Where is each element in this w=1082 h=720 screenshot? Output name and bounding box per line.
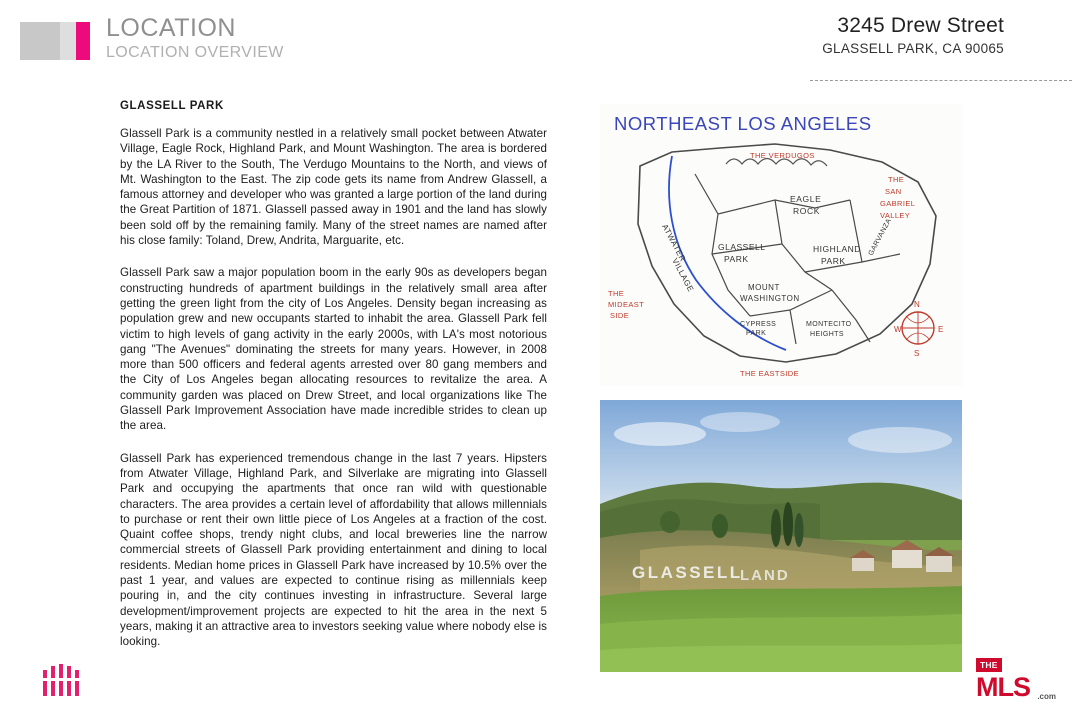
page-subtitle: LOCATION OVERVIEW bbox=[106, 44, 284, 61]
svg-text:SAN: SAN bbox=[885, 187, 902, 196]
svg-text:MONTECITO: MONTECITO bbox=[806, 321, 852, 328]
svg-text:PARK: PARK bbox=[746, 330, 767, 337]
swatch-gray bbox=[20, 22, 60, 60]
svg-text:N: N bbox=[914, 300, 920, 309]
svg-text:THE: THE bbox=[608, 289, 625, 298]
svg-text:MOUNT: MOUNT bbox=[748, 283, 780, 292]
svg-text:CYPRESS: CYPRESS bbox=[740, 321, 777, 328]
header-color-swatches bbox=[20, 22, 90, 60]
property-address bbox=[822, 14, 1004, 56]
svg-text:WASHINGTON: WASHINGTON bbox=[740, 294, 800, 303]
neighborhood-photo bbox=[600, 400, 962, 672]
svg-text:ROCK: ROCK bbox=[793, 206, 820, 216]
svg-text:W: W bbox=[894, 325, 902, 334]
brand-logo-icon bbox=[40, 664, 82, 698]
svg-text:ATWATER: ATWATER bbox=[660, 222, 688, 264]
svg-text:LAND: LAND bbox=[740, 567, 790, 584]
address-city-state-zip: GLASSELL PARK, CA 90065 bbox=[822, 41, 1004, 56]
svg-text:GARVANZA: GARVANZA bbox=[867, 217, 894, 257]
svg-text:THE: THE bbox=[888, 175, 905, 184]
swatch-pink-accent bbox=[76, 22, 90, 60]
header-title-block bbox=[106, 16, 284, 61]
svg-text:HIGHLAND: HIGHLAND bbox=[813, 244, 861, 254]
mls-the-label: THE bbox=[976, 658, 1002, 672]
neighborhood-map-image bbox=[600, 104, 962, 386]
svg-text:GLASSELL: GLASSELL bbox=[718, 242, 766, 252]
svg-text:HEIGHTS: HEIGHTS bbox=[810, 331, 844, 338]
map-illustration bbox=[600, 104, 962, 386]
svg-text:EAGLE: EAGLE bbox=[790, 194, 822, 204]
svg-text:THE EASTSIDE: THE EASTSIDE bbox=[740, 369, 799, 378]
pink-monogram-icon bbox=[40, 664, 82, 698]
page-title: LOCATION bbox=[106, 14, 236, 42]
photo-illustration bbox=[600, 400, 962, 672]
svg-text:THE VERDUGOS: THE VERDUGOS bbox=[750, 151, 815, 160]
header-divider bbox=[810, 80, 1072, 81]
section-heading: GLASSELL PARK bbox=[120, 100, 224, 112]
svg-text:E: E bbox=[938, 325, 944, 334]
svg-text:VILLAGE: VILLAGE bbox=[670, 256, 696, 294]
address-street: 3245 Drew Street bbox=[837, 14, 1004, 37]
svg-text:PARK: PARK bbox=[821, 256, 846, 266]
paragraph-1: Glassell Park is a community nestled in a relatively small pocket between Atwater Village, Eagle Rock, Highland Park, and Mount Washington. The area is bordered by the LA River to the South, The Verdugo Mountains to the North, and views of Mt. Washington to the East. The zip code gets its name from Andrew Glassell, a famous attorney and developer who was granted a large portion of the land during the Great Partition of 1871. Glassell passed away in 1901 and the land has slowly been sold off by the remaining family. Many of the street names are named after his close family: Toland, Drew, Andrita, Marguarite, etc. bbox=[120, 127, 547, 248]
svg-text:NORTHEAST LOS ANGELES: NORTHEAST LOS ANGELES bbox=[614, 113, 872, 134]
location-overview-text bbox=[120, 100, 547, 650]
svg-text:VALLEY: VALLEY bbox=[880, 211, 911, 220]
mls-name-label: MLS bbox=[976, 672, 1030, 702]
svg-text:GLASSELL: GLASSELL bbox=[632, 563, 743, 582]
swatch-light-gray bbox=[60, 22, 76, 60]
svg-text:GABRIEL: GABRIEL bbox=[880, 199, 916, 208]
paragraph-2: Glassell Park saw a major population boom in the early 90s as developers began constructing hundreds of apartment buildings in the relatively small area after getting the green light from the city of Los Angeles. Density began increasing as population grew and new occupants started to inhabit the area. Glassell Park fell victim to high levels of gang activity in the early 2000s, with LA's most notorious gang "The Avenues" dominating the streets for many years. However, in 2008 more than 500 officers and federal agents arrested over 80 gang members and the City of Los Angeles began allocating resources to revitalize the area. A community garden was placed on Drew Street, and local organizations like The Glassell Park Improvement Association have made incredible strides to clean up the area. bbox=[120, 266, 547, 433]
mls-domain-label: .com bbox=[1037, 692, 1056, 701]
svg-text:S: S bbox=[914, 349, 920, 358]
svg-text:MIDEAST: MIDEAST bbox=[608, 300, 645, 309]
mls-logo bbox=[976, 658, 1054, 702]
paragraph-3: Glassell Park has experienced tremendous change in the last 7 years. Hipsters from Atwater Village, Highland Park, and Silverlake are migrating into Glassell Park and occupying the apartments that once ran wild with questionable characters. The area provides a certain level of affordability that allows millennials to purchase or rent their own little piece of Los Angeles at a fraction of the cost. Quaint coffee shops, trendy night clubs, and local breweries line the narrow commercial streets of Glassell Park providing entertainment and dining to local residents. Median home prices in Glassell Park have increased by 10.5% over the past 1 year, and values are expected to continue rising as millennials keep pouring in, and the city continues investing in infrastructure. Several large development/improvement projects are expected to hit the area in the next 5 years, making it an attractive area to investors seeking value where nobody else is looking. bbox=[120, 451, 547, 649]
svg-text:PARK: PARK bbox=[724, 254, 749, 264]
svg-text:SIDE: SIDE bbox=[610, 311, 630, 320]
